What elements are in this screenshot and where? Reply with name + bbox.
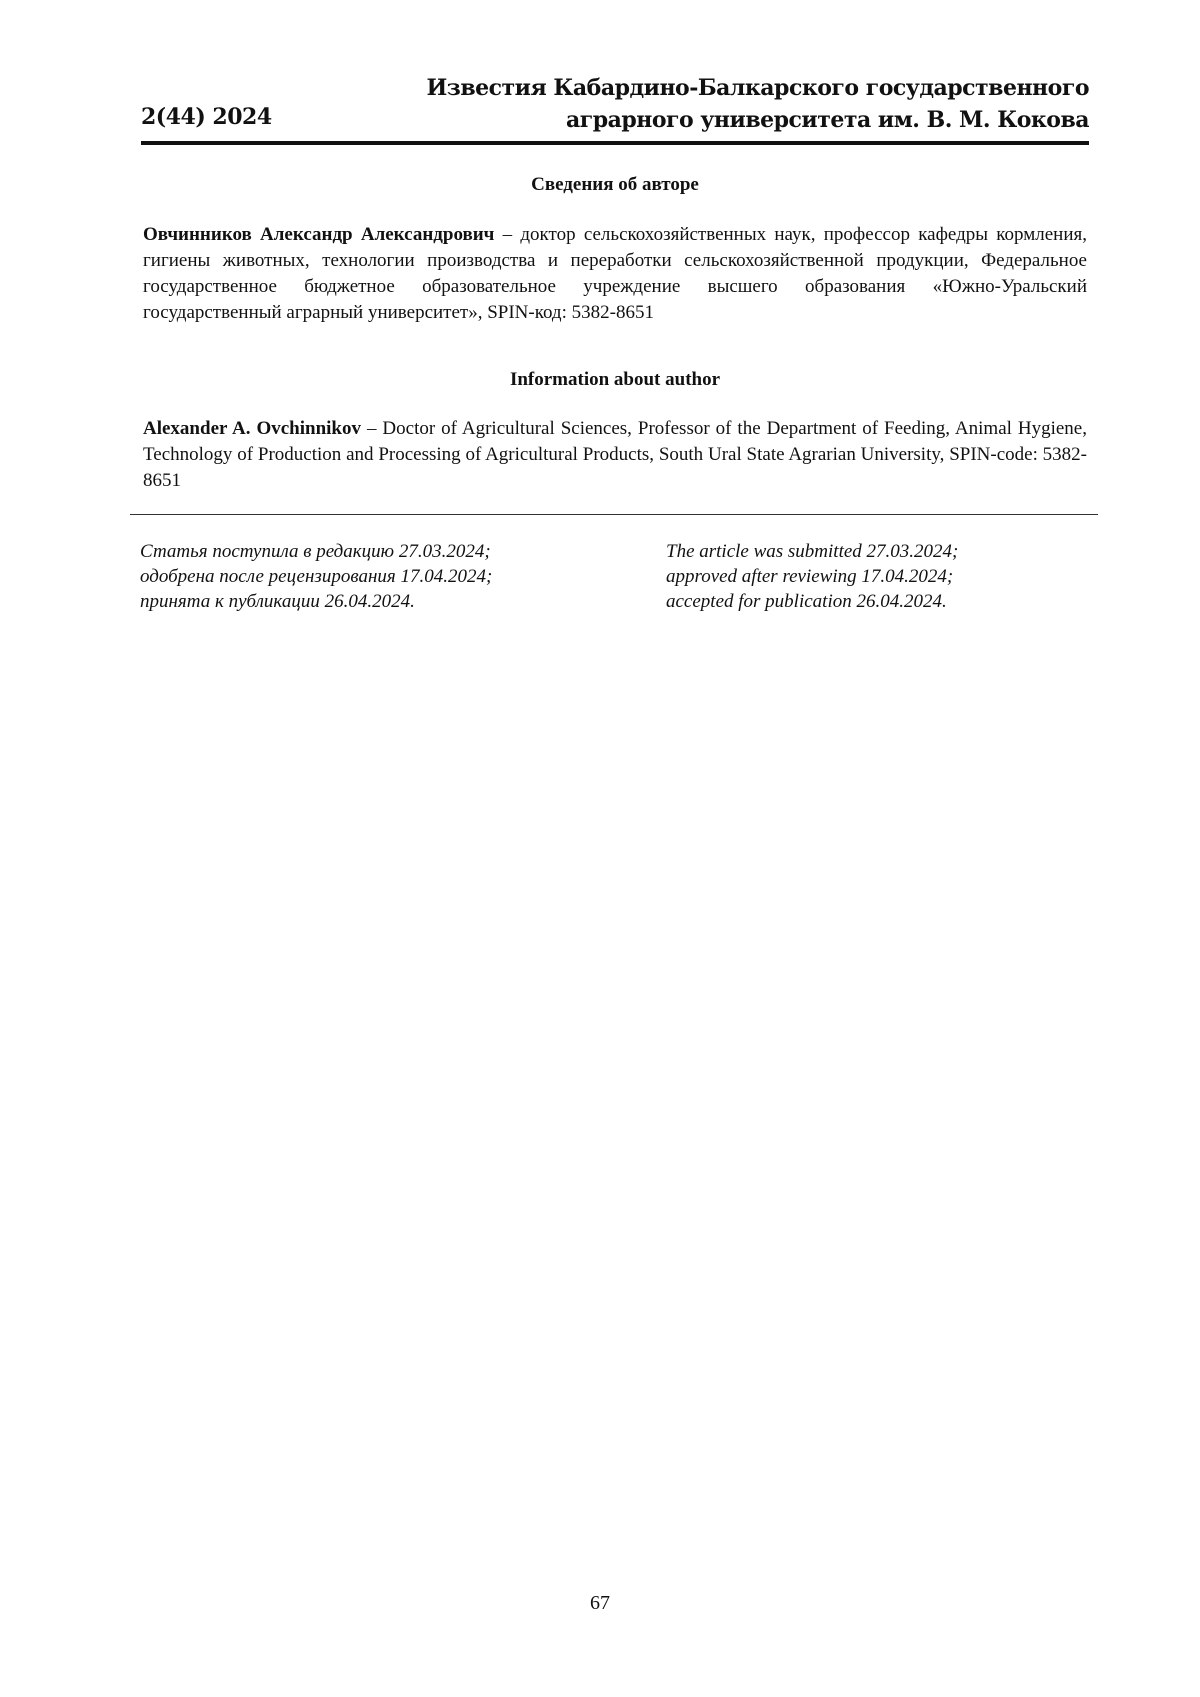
journal-title xyxy=(427,72,1089,136)
author-description-ru: – доктор сельскохозяйственных наук, профессор кафедры кормления, гигиены животных, технологии производства и переработки сельскохозяйственной продукции, Федеральное государственное бюджетное образовательное учреждение высшего образования «Южно-Уральский государственный аграрный университет», SPIN-код: 5382-8651 xyxy=(143,224,1087,323)
article-dates-ru xyxy=(140,539,492,614)
header-rule xyxy=(141,141,1089,145)
author-name-en: Alexander A. Ovchinnikov xyxy=(143,418,361,439)
approved-date-en: approved after reviewing 17.04.2024; xyxy=(666,566,954,587)
author-info-heading-en: Information about author xyxy=(509,369,721,390)
author-description-en: – Doctor of Agricultural Sciences, Professor of the Department of Feeding, Animal Hygiene, Technology of Production and Processing of Agricultural Products, South Ural State Agrarian University, SPIN-code: 5382-8651 xyxy=(143,418,1087,491)
section-divider xyxy=(130,514,1098,515)
page-header xyxy=(141,72,1089,144)
accepted-date-en: accepted for publication 26.04.2024. xyxy=(666,591,947,612)
accepted-date-ru: принята к публикации 26.04.2024. xyxy=(140,591,415,612)
author-name-ru: Овчинников Александр Александрович xyxy=(143,224,495,245)
page-number: 67 xyxy=(590,1592,610,1614)
submitted-date-en: The article was submitted 27.03.2024; xyxy=(666,541,959,562)
issue-number: 2(44) 2024 xyxy=(141,104,272,130)
approved-date-ru: одобрена после рецензирования 17.04.2024; xyxy=(140,566,493,587)
author-info-paragraph-en xyxy=(143,416,1087,494)
journal-title-line2: аграрного университета им. В. М. Кокова xyxy=(565,107,1089,133)
author-info-heading-ru: Сведения об авторе xyxy=(531,174,699,195)
journal-title-line1: Известия Кабардино-Балкарского государственного xyxy=(426,75,1089,101)
author-info-paragraph-ru xyxy=(143,222,1087,326)
article-dates-en xyxy=(666,539,958,614)
submitted-date-ru: Статья поступила в редакцию 27.03.2024; xyxy=(140,541,491,562)
